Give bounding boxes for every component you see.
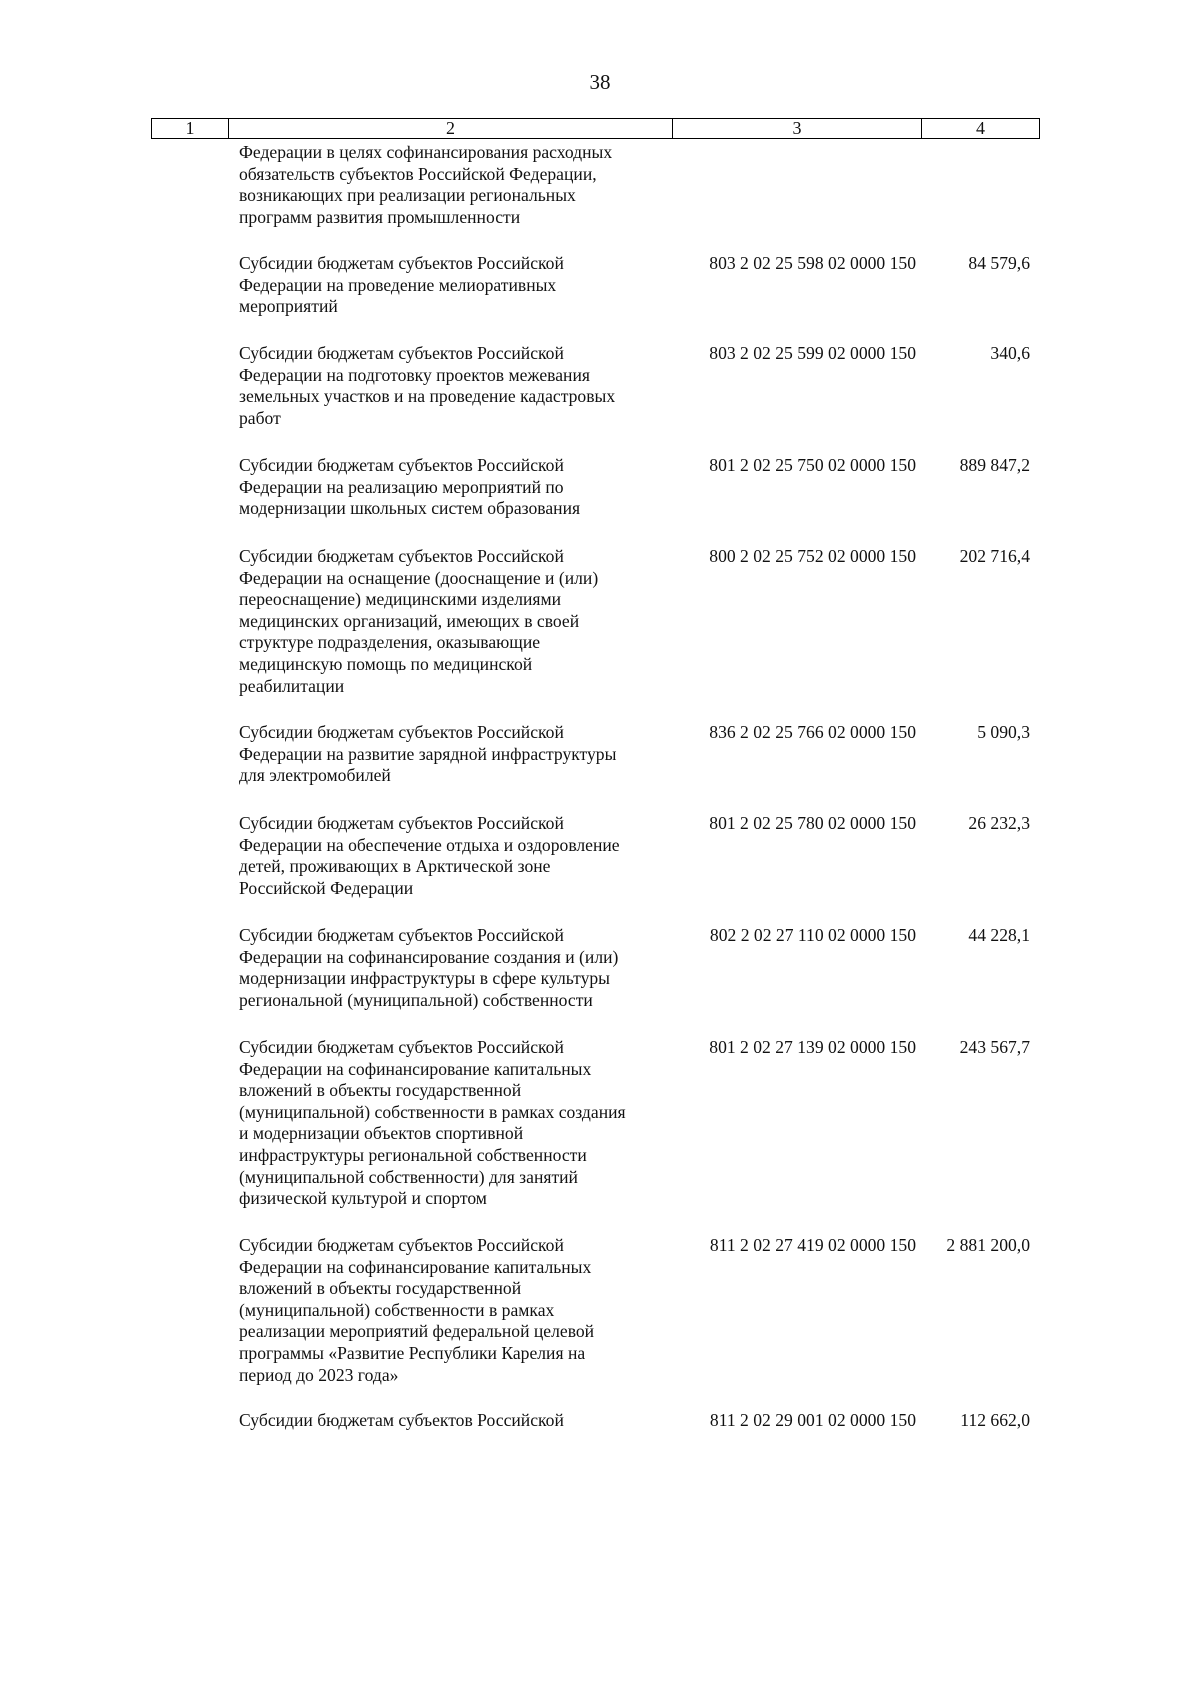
row-description: Субсидии бюджетам субъектов Российской Федерации на развитие зарядной инфраструктуры для электромобилей	[239, 722, 617, 786]
row-description: Субсидии бюджетам субъектов Российской Федерации на оснащение (дооснащение и (или) переоснащение) медицинскими изделиями медицинских организаций, имеющих в своей структуре подразделения, оказывающие медицинскую помощь по медицинской реабилитации	[239, 546, 599, 696]
row-budget-code: 811 2 02 29 001 02 0000 150	[709, 1410, 916, 1430]
row-budget-code: 803 2 02 25 598 02 0000 150	[709, 253, 916, 273]
row-budget-code: 811 2 02 27 419 02 0000 150	[709, 1235, 916, 1255]
column-header-1: 1	[152, 119, 229, 139]
row-amount: 2 881 200,0	[946, 1235, 1030, 1255]
row-amount: 112 662,0	[960, 1410, 1030, 1430]
row-budget-code: 801 2 02 25 780 02 0000 150	[709, 813, 916, 833]
row-description: Субсидии бюджетам субъектов Российской Федерации на софинансирование капитальных вложений в объекты государственной (муниципальной) собственности в рамках создания и модернизации объектов спортивной инфраструктуры региональной собственности (муниципальной собственности) для занятий физической культурой и спортом	[239, 1037, 626, 1209]
column-header-row	[152, 119, 1040, 139]
row-amount: 889 847,2	[959, 455, 1030, 475]
row-budget-code: 801 2 02 27 139 02 0000 150	[709, 1037, 916, 1057]
row-amount: 84 579,6	[968, 253, 1030, 273]
row-amount: 340,6	[990, 343, 1030, 363]
row-budget-code: 836 2 02 25 766 02 0000 150	[709, 722, 916, 742]
column-header-3: 3	[673, 119, 922, 139]
row-description: Федерации в целях софинансирования расходных обязательств субъектов Российской Федерации, возникающих при реализации региональных программ развития промышленности	[239, 142, 613, 227]
column-header-2: 2	[229, 119, 673, 139]
row-description: Субсидии бюджетам субъектов Российской	[239, 1410, 564, 1430]
row-amount: 44 228,1	[968, 925, 1030, 945]
row-amount: 243 567,7	[959, 1037, 1030, 1057]
row-budget-code: 800 2 02 25 752 02 0000 150	[709, 546, 916, 566]
row-description: Субсидии бюджетам субъектов Российской Федерации на софинансирование капитальных вложений в объекты государственной (муниципальной) собственности в рамках реализации мероприятий федеральной целевой программы «Развитие Республики Карелия на период до 2023 года»	[239, 1235, 595, 1385]
column-header-table	[151, 118, 1040, 139]
page-number: 38	[589, 70, 611, 94]
row-amount: 202 716,4	[959, 546, 1030, 566]
row-amount: 26 232,3	[968, 813, 1030, 833]
row-budget-code: 803 2 02 25 599 02 0000 150	[709, 343, 916, 363]
column-header-4: 4	[922, 119, 1040, 139]
row-description: Субсидии бюджетам субъектов Российской Федерации на подготовку проектов межевания земельных участков и на проведение кадастровых работ	[239, 343, 616, 428]
row-budget-code: 801 2 02 25 750 02 0000 150	[709, 455, 916, 475]
row-amount: 5 090,3	[977, 722, 1030, 742]
row-description: Субсидии бюджетам субъектов Российской Федерации на реализацию мероприятий по модернизации школьных систем образования	[239, 455, 581, 519]
row-description: Субсидии бюджетам субъектов Российской Федерации на проведение мелиоративных мероприятий	[239, 253, 564, 317]
row-budget-code: 802 2 02 27 110 02 0000 150	[709, 925, 916, 945]
row-description: Субсидии бюджетам субъектов Российской Федерации на софинансирование создания и (или) модернизации инфраструктуры в сфере культуры региональной (муниципальной) собственности	[239, 925, 619, 1010]
row-description: Субсидии бюджетам субъектов Российской Федерации на обеспечение отдыха и оздоровление детей, проживающих в Арктической зоне Российской Федерации	[239, 813, 620, 898]
